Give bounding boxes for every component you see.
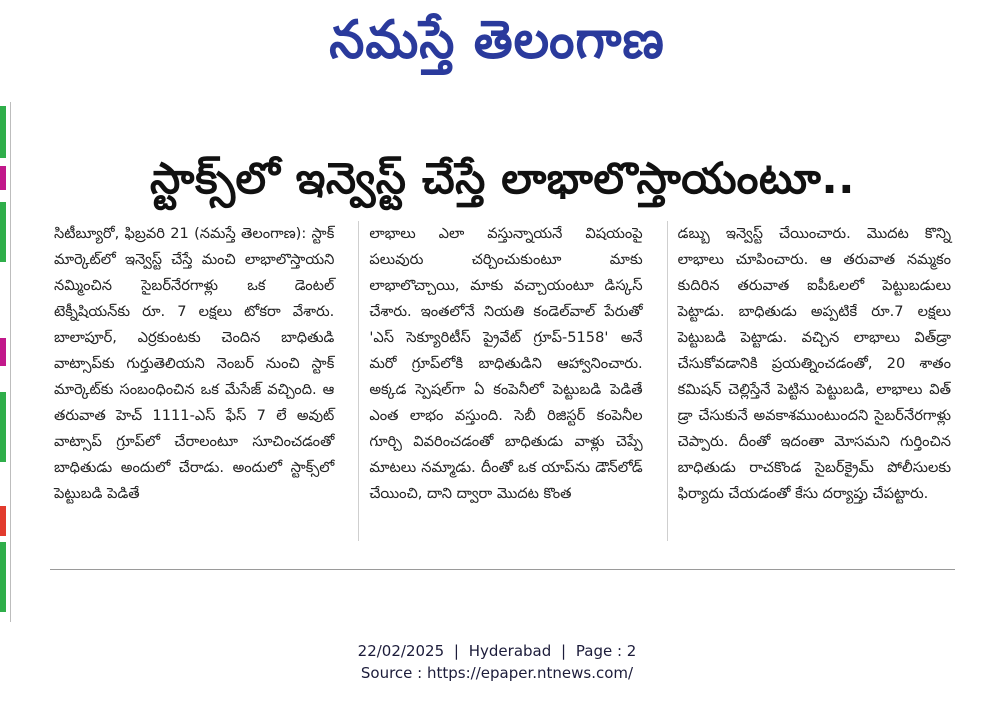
footer-source-link[interactable]: https://epaper.ntnews.com/ [427, 664, 634, 682]
footer-line-2 [0, 662, 994, 684]
article-column-2: లాభాలు ఎలా వస్తున్నాయనే విషయంపై పలువురు చర్చించుకుంటూ మాకు లాభాలొచ్చాయి, మాకు వచ్చాయంటూ డిస్కస్‌ చేశారు. ఇంతలోనే నియతి కండెల్‌వాల్‌ పేరుతో 'ఎస్‌ సెక్యూరిటీస్‌ ప్రైవేట్‌ గ్రూప్‌-5158' అనే మరో గ్రూప్‌లోకి బాధితుడిని ఆహ్వానించారు. అక్కడ స్పెషల్‌గా ఏ కంపెనీలో పెట్టుబడి పెడితే ఎంత లాభం వస్తుంది. సెబీ రిజిస్టర్‌ కంపెనీల గూర్చి వివరించడంతో బాధితుడు వాళ్లు చెప్పే మాటలు నమ్మాడు. దీంతో ఒక యాప్‌ను డౌన్‌లోడ్‌ చేయించి, దాని ద్వారా మొదట కొంత [358, 221, 646, 542]
next-article-headline-cropped [60, 590, 940, 622]
footer-line-1 [0, 640, 994, 662]
edge-color-strip-green [0, 392, 6, 462]
page-edge-line [10, 102, 11, 622]
edge-color-strip-magenta [0, 166, 6, 190]
article-headline: స్టాక్స్‌లో ఇన్వెస్ట్‌ చేస్తే లాభాలొస్తాయంటూ.. [150, 153, 855, 204]
footer-city: Hyderabad [468, 642, 552, 660]
page-footer [0, 640, 994, 684]
section-divider [50, 569, 955, 570]
footer-separator: | [453, 642, 459, 660]
edge-color-strip-magenta [0, 338, 6, 366]
article-column-1: సిటీబ్యూరో, ఫిబ్రవరి 21 (నమస్తే తెలంగాణ): స్టాక్‌ మార్కెట్‌లో ఇన్వెస్ట్‌ చేస్తే మంచి లాభాలొస్తాయని నమ్మించిన సైబర్‌నేరగాళ్లు ఒక డెంటల్‌ టెక్నీషియన్‌కు రూ. 7 లక్షలు టోకరా వేశారు. బాలాపూర్‌, ఎర్రకుంటకు చెందిన బాధితుడి వాట్సాప్‌కు గుర్తుతెలియని నెంబర్‌ నుంచి స్టాక్‌ మార్కెట్‌కు సంబంధించిన ఒక మేసేజ్‌ వచ్చింది. ఆ తరువాత హెచ్‌ 1111-ఎస్‌ ఫేస్‌ 7 లే అవుట్‌ వాట్సాప్‌ గ్రూప్‌లో చేరాలంటూ సూచించడంతో బాధితుడు అందులో చేరాడు. అందులో స్టాక్స్‌లో పెట్టుబడి పెడితే [54, 224, 335, 502]
article-body [50, 206, 955, 556]
masthead [0, 0, 994, 92]
footer-source-label: Source : [360, 664, 423, 682]
edge-color-strip-green [0, 202, 6, 262]
footer-date: 22/02/2025 [357, 642, 445, 660]
edge-color-strip-green [0, 542, 6, 612]
edge-color-strip-green [0, 106, 6, 158]
footer-separator: | [561, 642, 567, 660]
newspaper-logo: నమస్తే తెలంగాణ [329, 8, 665, 71]
edge-color-strip-red [0, 506, 6, 536]
newspaper-clipping [0, 102, 994, 622]
article-column-3: డబ్బు ఇన్వెస్ట్‌ చేయించారు. మొదట కొన్ని లాభాలు చూపించారు. ఆ తరువాత నమ్మకం కుదిరిన తరువాత ఐపీఓలలో పెట్టుబడులు పెట్టాడు. బాధితుడు అప్పటికే రూ.7 లక్షలు పెట్టుబడి పెట్టాడు. వచ్చిన లాభాలు విత్‌డ్రా చేసుకోవడానికి ప్రయత్నించడంతో, 20 శాతం కమిషన్‌ చెల్లిస్తేనే పెట్టిన పెట్టుబడి, లాభాలు విత్‌ డ్రా చేసుకునే అవకాశముంటుందని సైబర్‌నేరగాళ్లు చెప్పారు. దీంతో ఇదంతా మోసమని గుర్తించిన బాధితుడు రాచకొండ సైబర్‌క్రైమ్‌ పోలీసులకు ఫిర్యాదు చేయడంతో కేసు దర్యాప్తు చేపట్టారు. [667, 221, 955, 542]
footer-page: Page : 2 [575, 642, 637, 660]
